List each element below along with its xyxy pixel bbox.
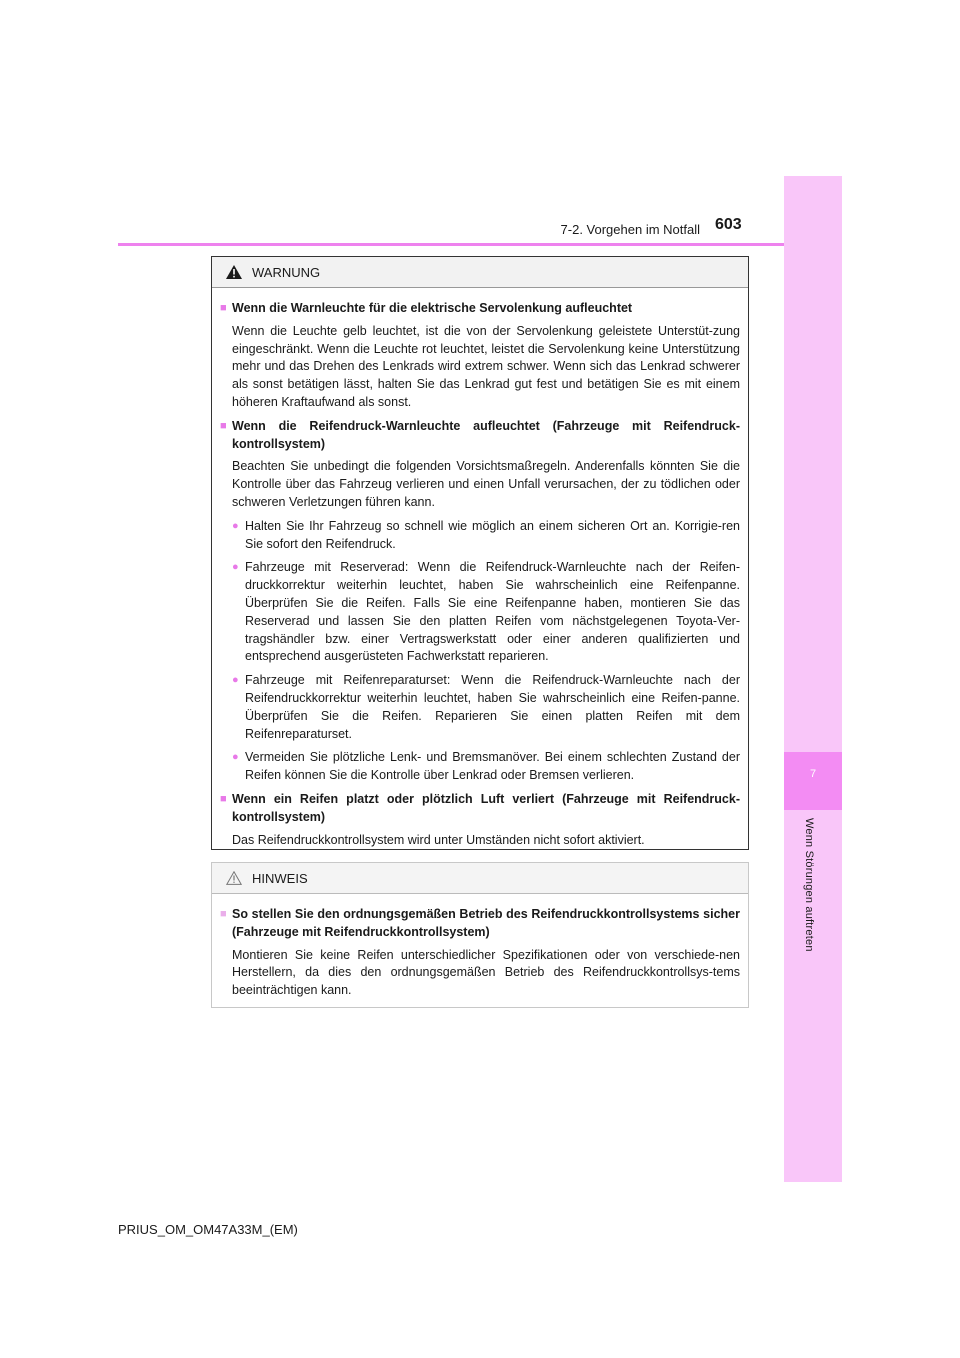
square-bullet-icon: ■: [220, 792, 227, 805]
caution-triangle-icon: [226, 871, 242, 885]
circle-bullet-icon: ●: [232, 751, 239, 764]
circle-bullet-icon: ●: [232, 519, 239, 532]
bullet-text: Fahrzeuge mit Reifenreparaturset: Wenn die Reifendruck-Warnleuchte nach der Reifendruckkorrektur weiterhin leuchtet, haben Sie wahrscheinlich eine Reifen-panne. Überprüfen Sie die Reifen. Reparieren Sie einen platten Reifen mit dem Reifenreparaturset.: [245, 673, 740, 741]
square-bullet-icon: ■: [220, 302, 227, 314]
chapter-title: Wenn Störungen auftreten: [803, 818, 815, 952]
notice-title: HINWEIS: [252, 870, 308, 886]
page-number: 603: [715, 216, 742, 233]
circle-bullet-icon: ●: [232, 561, 239, 574]
warning-item-text: Wenn die Leuchte gelb leuchtet, ist die von der Servolenkung geleistete Unterstüt-zung eingeschränkt. Wenn die Leuchte rot leuchtet, leistet die Servolenkung keine Unterstützung mehr und das Drehen des Lenkrads wird extrem schwer. Wenn sich das Lenkrad schwerer als sonst betätigen lässt, halten Sie das Lenkrad gut fest und betätigen Sie es mit einem höheren Kraftaufwand als sonst.: [232, 323, 740, 409]
document-code: PRIUS_OM_OM47A33M_(EM): [118, 1222, 298, 1237]
warning-box: [211, 256, 749, 850]
list-item: [232, 749, 740, 785]
warning-item-title: Wenn ein Reifen platzt oder plötzlich Luft verliert (Fahrzeuge mit Reifendruck-kontrollsystem): [232, 791, 740, 824]
list-item: [232, 559, 740, 666]
notice-header: [212, 863, 748, 894]
list-item: [232, 672, 740, 743]
square-bullet-icon: ■: [220, 419, 227, 432]
warning-item: [220, 300, 740, 412]
warning-header: [212, 257, 748, 288]
square-bullet-icon: ■: [220, 908, 227, 920]
notice-text: Montieren Sie keine Reifen unterschiedlicher Spezifikationen oder von verschiede-nen Herstellern, da dies den ordnungsgemäßen Betrieb des Reifendruckkontrollsys-tems beeinträchtigen kann.: [232, 947, 740, 998]
notice-item-title: So stellen Sie den ordnungsgemäßen Betrieb des Reifendruckkontrollsystems sicher (Fahrzeuge mit Reifendruckkontrollsystem): [232, 907, 740, 939]
header-rule: [118, 243, 840, 246]
chapter-side-tab: [784, 176, 842, 1182]
warning-title: WARNUNG: [252, 264, 321, 280]
warning-item: [220, 791, 740, 849]
section-title: 7-2. Vorgehen im Notfall: [560, 222, 700, 237]
warning-item-text: Das Reifendruckkontrollsystem wird unter Umständen nicht sofort aktiviert.: [232, 832, 645, 847]
bullet-text: Halten Sie Ihr Fahrzeug so schnell wie möglich an einem sicheren Ort an. Korrigie-ren Sie sofort den Reifendruck.: [245, 518, 740, 551]
warning-item: [220, 418, 740, 785]
warning-item-text: Beachten Sie unbedingt die folgenden Vorsichtsmaßregeln. Anderenfalls könnten Sie die Kontrolle über das Fahrzeug verlieren und einen Unfall verursachen, der zu tödlichen oder schweren Verletzungen führen kann.: [232, 459, 740, 509]
notice-body: [212, 894, 748, 1000]
warning-item-title: Wenn die Reifendruck-Warnleuchte aufleuchtet (Fahrzeuge mit Reifendruck-kontrollsystem): [232, 418, 740, 451]
warning-body: [212, 288, 748, 849]
bullet-text: Vermeiden Sie plötzliche Lenk- und Bremsmanöver. Bei einem schlechten Zustand der Reifen können Sie die Kontrolle über Lenkrad oder Bremsen verlieren.: [245, 750, 740, 783]
circle-bullet-icon: ●: [232, 674, 239, 687]
chapter-number: 7: [809, 768, 817, 780]
chapter-number-tab: [784, 752, 842, 810]
warning-triangle-icon: [226, 265, 242, 279]
list-item: [232, 518, 740, 554]
bullet-text: Fahrzeuge mit Reserverad: Wenn die Reifendruck-Warnleuchte nach der Reifen-druckkorrektur weiterhin leuchtet, haben Sie wahrscheinlich eine Reifenpanne. Überprüfen Sie die Reifen. Falls Sie eine Reifenpanne haben, montieren Sie das Reserverad und lassen Sie den platten Reifen vom nächstgelegenen Toyota-Ver-tragshändler bzw. einer Vertragswerkstatt oder einer anderen qualifizierten und entsprechend ausgerüsteten Fachwerkstatt reparieren.: [245, 560, 740, 664]
notice-box: [211, 862, 749, 1008]
warning-item-title: Wenn die Warnleuchte für die elektrische Servolenkung aufleuchtet: [232, 301, 633, 315]
